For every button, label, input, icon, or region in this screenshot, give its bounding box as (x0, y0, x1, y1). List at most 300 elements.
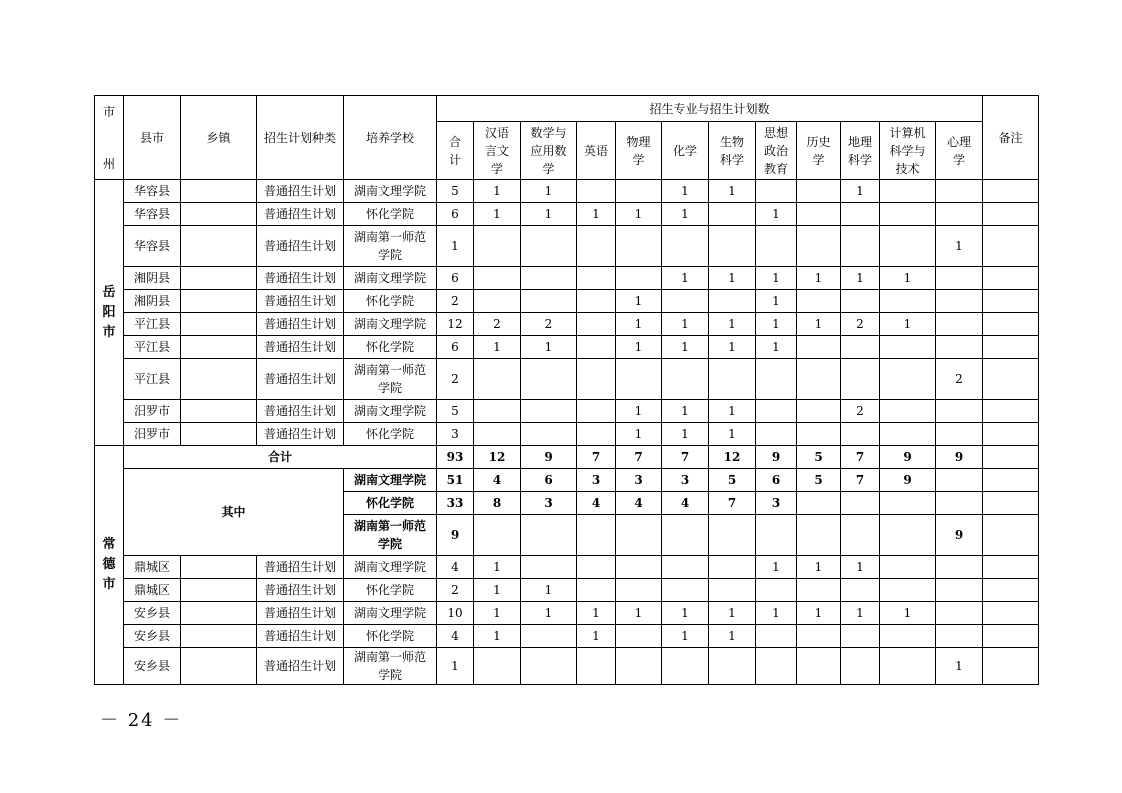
table-cell: 1 (880, 267, 936, 290)
sub-value (841, 515, 880, 556)
table-cell: 1 (797, 267, 841, 290)
total-value: 9 (880, 446, 936, 469)
remarks-cell (983, 625, 1039, 648)
table-cell (936, 290, 983, 313)
header-major-group: 招生专业与招生计划数 (437, 96, 983, 122)
table-cell (880, 423, 936, 446)
table-cell (880, 359, 936, 400)
county-cell: 平江县 (124, 313, 181, 336)
table-cell (880, 648, 936, 685)
table-cell: 1 (709, 423, 756, 446)
page-number: － 24 － (100, 710, 183, 731)
table-cell: 1 (474, 180, 521, 203)
table-cell: 1 (841, 180, 880, 203)
remarks-cell (983, 469, 1039, 492)
table-cell (616, 556, 662, 579)
table-cell (521, 556, 577, 579)
table-cell: 1 (662, 267, 709, 290)
table-cell (756, 226, 797, 267)
school-cell: 怀化学院 (344, 336, 437, 359)
table-cell: 1 (474, 556, 521, 579)
table-cell (936, 423, 983, 446)
table-cell (181, 400, 257, 423)
table-cell (756, 625, 797, 648)
table-cell: 1 (577, 203, 616, 226)
school-cell: 湖南文理学院 (344, 180, 437, 203)
table-cell (577, 313, 616, 336)
table-cell (577, 556, 616, 579)
school-cell: 湖南第一师范 学院 (344, 226, 437, 267)
table-row (95, 313, 1039, 336)
table-cell (797, 359, 841, 400)
sub-value: 3 (756, 492, 797, 515)
total-value: 7 (662, 446, 709, 469)
table-cell (181, 336, 257, 359)
table-cell (880, 290, 936, 313)
remarks-cell (983, 336, 1039, 359)
table-cell (841, 359, 880, 400)
table-cell: 1 (662, 203, 709, 226)
table-cell: 1 (474, 579, 521, 602)
table-cell: 普通招生计划 (257, 556, 344, 579)
enrollment-plan-table (94, 95, 1039, 685)
table-cell: 3 (437, 423, 474, 446)
sub-value: 4 (577, 492, 616, 515)
table-cell: 1 (474, 602, 521, 625)
sub-school: 湖南第一师范 学院 (344, 515, 437, 556)
table-cell: 普通招生计划 (257, 579, 344, 602)
table-cell (181, 423, 257, 446)
table-cell (521, 400, 577, 423)
table-cell (474, 423, 521, 446)
table-cell (709, 290, 756, 313)
table-cell (709, 203, 756, 226)
table-row (95, 290, 1039, 313)
remarks-cell (983, 203, 1039, 226)
table-cell: 1 (936, 648, 983, 685)
table-row (95, 180, 1039, 203)
county-cell: 安乡县 (124, 602, 181, 625)
table-cell (880, 203, 936, 226)
sub-value: 7 (841, 469, 880, 492)
table-cell: 1 (880, 313, 936, 336)
table-cell: 普通招生计划 (257, 226, 344, 267)
table-cell (709, 226, 756, 267)
table-cell: 1 (662, 313, 709, 336)
school-cell: 湖南文理学院 (344, 556, 437, 579)
table-cell (474, 267, 521, 290)
total-value: 9 (936, 446, 983, 469)
table-cell: 6 (437, 267, 474, 290)
sub-value: 3 (521, 492, 577, 515)
table-cell (181, 267, 257, 290)
header-city: 市 州 (95, 96, 124, 180)
sub-value: 6 (756, 469, 797, 492)
table-cell (577, 423, 616, 446)
table-cell (616, 359, 662, 400)
table-cell: 6 (437, 336, 474, 359)
table-cell (181, 313, 257, 336)
remarks-cell (983, 556, 1039, 579)
table-cell (797, 648, 841, 685)
table-cell: 普通招生计划 (257, 359, 344, 400)
table-cell (616, 579, 662, 602)
table-cell: 2 (474, 313, 521, 336)
total-value: 9 (521, 446, 577, 469)
table-cell: 1 (474, 203, 521, 226)
city-changde: 常 德 市 (95, 446, 124, 685)
table-cell: 1 (756, 313, 797, 336)
table-row (95, 625, 1039, 648)
table-cell: 1 (756, 267, 797, 290)
table-cell (181, 203, 257, 226)
table-cell (181, 180, 257, 203)
table-cell: 1 (616, 400, 662, 423)
county-cell: 汨罗市 (124, 400, 181, 423)
table-cell (797, 625, 841, 648)
table-cell: 1 (756, 336, 797, 359)
table-cell: 4 (437, 625, 474, 648)
table-cell: 1 (521, 203, 577, 226)
table-cell (181, 602, 257, 625)
table-cell (841, 648, 880, 685)
table-cell (577, 290, 616, 313)
table-row (95, 96, 1039, 122)
table-cell (474, 226, 521, 267)
table-cell: 普通招生计划 (257, 267, 344, 290)
table-cell: 1 (616, 423, 662, 446)
table-cell (616, 267, 662, 290)
table-cell: 1 (616, 602, 662, 625)
header-chemistry: 化学 (662, 122, 709, 180)
table-cell: 普通招生计划 (257, 336, 344, 359)
table-cell: 1 (577, 602, 616, 625)
school-cell: 湖南文理学院 (344, 602, 437, 625)
table-cell: 1 (880, 602, 936, 625)
header-history: 历史 学 (797, 122, 841, 180)
table-cell: 1 (437, 226, 474, 267)
table-cell: 1 (797, 602, 841, 625)
table-cell (880, 180, 936, 203)
header-psychology: 心理 学 (936, 122, 983, 180)
header-biology: 生物 科学 (709, 122, 756, 180)
table-cell (709, 579, 756, 602)
table-cell: 1 (521, 180, 577, 203)
table-cell (841, 226, 880, 267)
table-cell (181, 359, 257, 400)
sub-value: 5 (709, 469, 756, 492)
sub-value: 7 (709, 492, 756, 515)
table-cell (521, 226, 577, 267)
total-value: 9 (756, 446, 797, 469)
header-cs: 计算机 科学与 技术 (880, 122, 936, 180)
table-cell (577, 400, 616, 423)
table-cell (880, 625, 936, 648)
county-cell: 平江县 (124, 336, 181, 359)
school-cell: 怀化学院 (344, 203, 437, 226)
table-cell: 4 (437, 556, 474, 579)
remarks-cell (983, 423, 1039, 446)
table-cell (577, 267, 616, 290)
table-cell: 1 (756, 290, 797, 313)
table-cell (577, 648, 616, 685)
header-remarks: 备注 (983, 96, 1039, 180)
table-cell (521, 423, 577, 446)
header-math: 数学与 应用数 学 (521, 122, 577, 180)
sub-school: 怀化学院 (344, 492, 437, 515)
table-cell (474, 359, 521, 400)
table-cell: 1 (474, 625, 521, 648)
table-cell (936, 579, 983, 602)
table-cell: 1 (662, 400, 709, 423)
table-cell: 1 (662, 336, 709, 359)
table-row (95, 336, 1039, 359)
table-cell: 2 (936, 359, 983, 400)
table-cell: 2 (841, 400, 880, 423)
table-cell: 2 (437, 290, 474, 313)
total-value: 12 (709, 446, 756, 469)
table-cell (936, 556, 983, 579)
remarks-cell (983, 180, 1039, 203)
table-cell (880, 226, 936, 267)
table-cell (880, 336, 936, 359)
county-cell: 安乡县 (124, 648, 181, 685)
table-cell (616, 625, 662, 648)
table-cell (936, 313, 983, 336)
table-cell (936, 625, 983, 648)
table-cell (841, 336, 880, 359)
remarks-cell (983, 267, 1039, 290)
table-cell (841, 423, 880, 446)
header-english: 英语 (577, 122, 616, 180)
table-cell: 普通招生计划 (257, 203, 344, 226)
table-cell: 普通招生计划 (257, 625, 344, 648)
table-row (95, 469, 1039, 492)
sub-school: 湖南文理学院 (344, 469, 437, 492)
table-row (95, 423, 1039, 446)
sub-value (521, 515, 577, 556)
remarks-cell (983, 359, 1039, 400)
table-cell: 1 (841, 602, 880, 625)
header-town: 乡镇 (181, 96, 257, 180)
sub-value (936, 469, 983, 492)
table-cell (797, 423, 841, 446)
table-cell (181, 625, 257, 648)
remarks-cell (983, 648, 1039, 685)
table-cell: 1 (521, 602, 577, 625)
table-cell: 6 (437, 203, 474, 226)
table-cell: 1 (709, 180, 756, 203)
school-cell: 怀化学院 (344, 290, 437, 313)
table-cell (521, 625, 577, 648)
sub-value (797, 515, 841, 556)
sub-value: 9 (936, 515, 983, 556)
table-cell (662, 556, 709, 579)
table-cell (841, 290, 880, 313)
total-value: 5 (797, 446, 841, 469)
table-cell (662, 579, 709, 602)
sub-value: 4 (616, 492, 662, 515)
table-cell (936, 400, 983, 423)
table-cell (521, 290, 577, 313)
table-cell (797, 336, 841, 359)
sub-value: 4 (474, 469, 521, 492)
table-cell: 1 (662, 180, 709, 203)
remarks-cell (983, 313, 1039, 336)
table-cell (756, 400, 797, 423)
table-cell (936, 336, 983, 359)
table-cell: 1 (709, 602, 756, 625)
table-cell: 1 (437, 648, 474, 685)
table-row (95, 203, 1039, 226)
table-cell (474, 400, 521, 423)
header-chinese: 汉语 言文 学 (474, 122, 521, 180)
table-cell (797, 226, 841, 267)
table-cell (797, 180, 841, 203)
table-cell (577, 226, 616, 267)
table-cell: 普通招生计划 (257, 648, 344, 685)
header-geography: 地理 科学 (841, 122, 880, 180)
table-row (95, 226, 1039, 267)
header-county: 县市 (124, 96, 181, 180)
table-cell (756, 579, 797, 602)
county-cell: 鼎城区 (124, 579, 181, 602)
school-cell: 湖南文理学院 (344, 267, 437, 290)
sub-value: 6 (521, 469, 577, 492)
school-cell: 怀化学院 (344, 423, 437, 446)
sub-value (841, 492, 880, 515)
table-cell (936, 602, 983, 625)
table-cell: 2 (521, 313, 577, 336)
table-row (95, 400, 1039, 423)
table-cell (936, 180, 983, 203)
table-cell: 普通招生计划 (257, 290, 344, 313)
table-cell (521, 267, 577, 290)
table-cell: 5 (437, 400, 474, 423)
county-cell: 安乡县 (124, 625, 181, 648)
table-cell (841, 579, 880, 602)
sub-value (936, 492, 983, 515)
table-cell (181, 648, 257, 685)
table-cell (797, 203, 841, 226)
table-cell (474, 648, 521, 685)
table-cell (521, 648, 577, 685)
total-value: 93 (437, 446, 474, 469)
table-cell: 1 (662, 625, 709, 648)
sub-value: 3 (662, 469, 709, 492)
total-label: 合计 (124, 446, 437, 469)
table-cell (181, 556, 257, 579)
table-cell: 1 (474, 336, 521, 359)
table-row (95, 267, 1039, 290)
table-cell: 2 (437, 579, 474, 602)
table-cell (474, 290, 521, 313)
table-cell (709, 359, 756, 400)
total-value: 12 (474, 446, 521, 469)
table-cell (181, 290, 257, 313)
table-cell: 1 (756, 203, 797, 226)
table-cell (521, 359, 577, 400)
sub-value (880, 515, 936, 556)
table-cell: 普通招生计划 (257, 602, 344, 625)
sub-value: 33 (437, 492, 474, 515)
table-cell (756, 648, 797, 685)
sub-value: 3 (577, 469, 616, 492)
header-physics: 物理 学 (616, 122, 662, 180)
table-cell: 1 (936, 226, 983, 267)
county-cell: 华容县 (124, 226, 181, 267)
table-cell (577, 359, 616, 400)
table-cell (841, 625, 880, 648)
sub-value (880, 492, 936, 515)
table-cell (880, 579, 936, 602)
table-cell (797, 400, 841, 423)
table-cell (662, 359, 709, 400)
county-cell: 湘阴县 (124, 267, 181, 290)
table-cell (797, 579, 841, 602)
table-cell: 普通招生计划 (257, 180, 344, 203)
table-cell: 10 (437, 602, 474, 625)
table-cell (577, 579, 616, 602)
total-value: 7 (841, 446, 880, 469)
sub-value (756, 515, 797, 556)
table-cell (880, 400, 936, 423)
table-cell: 1 (662, 602, 709, 625)
table-cell: 普通招生计划 (257, 423, 344, 446)
table-cell: 1 (709, 400, 756, 423)
county-cell: 汨罗市 (124, 423, 181, 446)
table-cell: 1 (616, 313, 662, 336)
table-cell (616, 180, 662, 203)
table-cell (936, 267, 983, 290)
city-yueyang: 岳 阳 市 (95, 180, 124, 446)
table-cell: 普通招生计划 (257, 400, 344, 423)
county-cell: 平江县 (124, 359, 181, 400)
sub-value (474, 515, 521, 556)
table-cell (181, 226, 257, 267)
table-cell (880, 556, 936, 579)
county-cell: 华容县 (124, 203, 181, 226)
sub-value: 4 (662, 492, 709, 515)
sub-value (709, 515, 756, 556)
remarks-cell (983, 492, 1039, 515)
header-school: 培养学校 (344, 96, 437, 180)
table-row (95, 556, 1039, 579)
county-cell: 鼎城区 (124, 556, 181, 579)
table-row (95, 602, 1039, 625)
table-cell: 1 (709, 313, 756, 336)
header-politics: 思想 政治 教育 (756, 122, 797, 180)
table-cell: 1 (797, 313, 841, 336)
total-value: 7 (616, 446, 662, 469)
table-cell (797, 290, 841, 313)
table-cell: 1 (797, 556, 841, 579)
table-row (95, 648, 1039, 685)
table-cell (756, 423, 797, 446)
table-cell: 1 (709, 336, 756, 359)
school-cell: 湖南第一师范 学院 (344, 359, 437, 400)
table-cell (756, 359, 797, 400)
table-cell: 5 (437, 180, 474, 203)
remarks-cell (983, 400, 1039, 423)
table-cell: 2 (437, 359, 474, 400)
table-cell: 2 (841, 313, 880, 336)
table-row (95, 446, 1039, 469)
county-cell: 湘阴县 (124, 290, 181, 313)
header-plan-type: 招生计划种类 (257, 96, 344, 180)
county-cell: 华容县 (124, 180, 181, 203)
remarks-cell (983, 515, 1039, 556)
